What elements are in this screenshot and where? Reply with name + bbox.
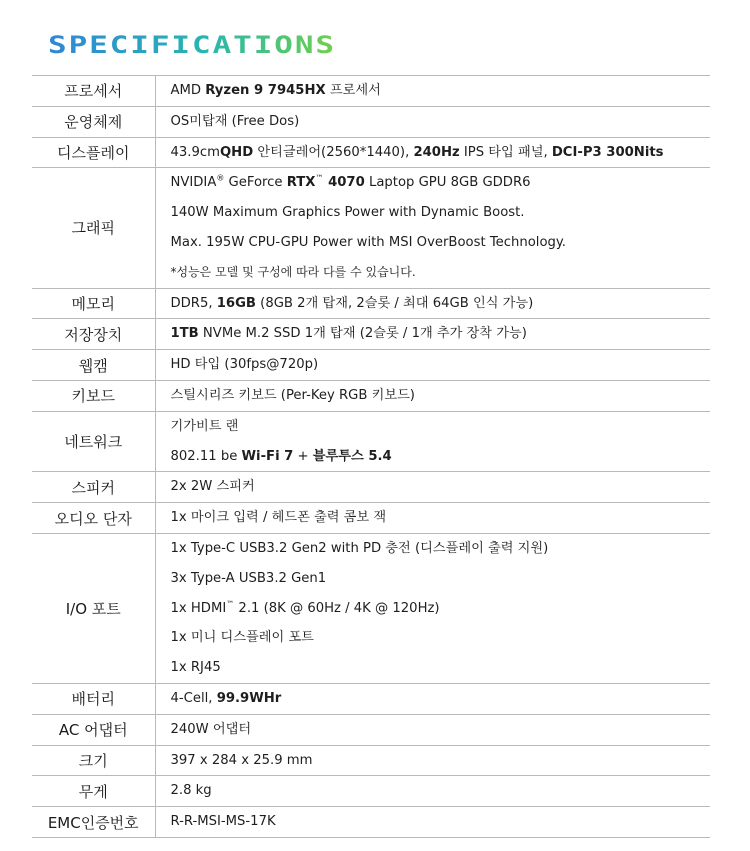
spec-value-line: [171, 623, 711, 653]
spec-text: GeForce: [224, 175, 287, 191]
spec-text: 안티글레어(2560*1440),: [253, 144, 414, 160]
spec-label: 네트워크: [32, 411, 155, 472]
spec-text: 1x 미니 디스플레이 포트: [170, 630, 314, 646]
spec-value: [155, 714, 710, 745]
spec-value-line: [171, 807, 711, 837]
spec-text: AMD: [170, 83, 206, 98]
spec-text: 802.11 be: [170, 448, 242, 464]
spec-row: [32, 714, 710, 745]
spec-label: I/O 포트: [32, 533, 155, 683]
spec-table-body: [32, 76, 710, 838]
spec-label: 저장장치: [32, 319, 155, 350]
spec-row: [32, 503, 710, 534]
spec-value-line: [171, 76, 711, 106]
spec-value: [155, 319, 710, 350]
spec-text: 3x Type-A USB3.2 Gen1: [170, 570, 327, 586]
spec-value-line: [171, 168, 711, 198]
spec-label: 키보드: [32, 380, 155, 411]
spec-value-line: [171, 319, 711, 349]
spec-text: HD 타입 (30fps@720p): [170, 357, 319, 373]
spec-row: [32, 319, 710, 350]
spec-value: [155, 168, 710, 288]
spec-text: R-R-MSI-MS-17K: [170, 814, 276, 830]
spec-label: 오디오 단자: [32, 503, 155, 534]
spec-value-line: [171, 258, 711, 288]
spec-row: [32, 411, 710, 472]
spec-value-line: [171, 442, 711, 472]
spec-text: 4070: [323, 175, 365, 191]
spec-value-line: [171, 653, 711, 683]
spec-text: 1x 마이크 입력 / 헤드폰 출력 콤보 잭: [170, 510, 387, 526]
spec-text: 4-Cell,: [170, 690, 217, 706]
spec-text: OS미탑재 (Free Dos): [170, 113, 300, 129]
spec-label: 프로세서: [32, 76, 155, 107]
spec-row: [32, 350, 710, 381]
spec-value: [155, 411, 710, 472]
spec-value-line: [171, 472, 711, 502]
spec-value: [155, 533, 710, 683]
spec-value: [155, 288, 710, 319]
spec-value-line: [171, 715, 711, 745]
spec-row: [32, 807, 710, 838]
spec-text: 기가비트 랜: [170, 418, 239, 434]
spec-text: Wi-Fi 7: [241, 448, 294, 464]
spec-label: 무게: [32, 776, 155, 807]
title-graphic: [48, 30, 348, 60]
spec-text: 1x HDMI: [170, 600, 227, 616]
spec-text: 140W Maximum Graphics Power with Dynamic Boost.: [170, 205, 525, 221]
spec-row: [32, 380, 710, 411]
spec-value-line: [171, 289, 711, 319]
trademark-mark: ™: [226, 599, 235, 609]
spec-value-line: [171, 776, 711, 806]
spec-text: NVMe M.2 SSD 1개 탑재 (2슬롯 / 1개 추가 장착 가능): [198, 326, 527, 342]
spec-label: 그래픽: [32, 168, 155, 288]
spec-label: 디스플레이: [32, 137, 155, 168]
spec-text: 99.9WHr: [216, 690, 282, 706]
spec-row: [32, 106, 710, 137]
spec-text: DCI-P3 300Nits: [551, 144, 664, 160]
spec-value-line: [171, 350, 711, 380]
spec-text: 2x 2W 스피커: [170, 479, 255, 495]
spec-text: 16GB: [216, 295, 256, 311]
spec-table: [32, 75, 710, 838]
spec-label: 웹캠: [32, 350, 155, 381]
spec-row: [32, 137, 710, 168]
spec-row: [32, 168, 710, 288]
spec-text: (8GB 2개 탑재, 2슬롯 / 최대 64GB 인식 가능): [255, 295, 534, 311]
trademark-mark: ®: [216, 174, 225, 183]
spec-value: [155, 472, 710, 503]
spec-value: [155, 76, 710, 107]
spec-value: [155, 745, 710, 776]
spec-text: 240W 어댑터: [170, 721, 252, 737]
spec-text: 1x Type-C USB3.2 Gen2 with PD 충전 (디스플레이 출력 지원): [170, 540, 549, 556]
spec-label: 메모리: [32, 288, 155, 319]
spec-text: *성능은 모델 및 구성에 따라 다를 수 있습니다.: [170, 264, 416, 279]
spec-text: 240Hz: [413, 144, 460, 160]
spec-value-line: [171, 534, 711, 564]
spec-text: DDR5,: [170, 295, 217, 311]
spec-text: NVIDIA: [170, 175, 217, 191]
spec-label: EMC인증번호: [32, 807, 155, 838]
spec-value-line: [171, 198, 711, 228]
spec-text: 2.1 (8K @ 60Hz / 4K @ 120Hz): [234, 600, 440, 616]
title-text: SPECIFICATIONS: [48, 31, 336, 59]
spec-value: [155, 380, 710, 411]
spec-row: [32, 533, 710, 683]
spec-value-line: [171, 564, 711, 594]
spec-value: [155, 106, 710, 137]
spec-row: [32, 76, 710, 107]
spec-value-line: [171, 228, 711, 258]
spec-text: 블루투스 5.4: [312, 448, 392, 464]
spec-text: 1TB: [170, 326, 199, 342]
spec-label: 배터리: [32, 683, 155, 714]
spec-value: [155, 683, 710, 714]
spec-text: 43.9cm: [170, 144, 220, 160]
spec-value-line: [171, 594, 711, 624]
spec-value-line: [171, 503, 711, 533]
spec-value: [155, 807, 710, 838]
spec-label: 크기: [32, 745, 155, 776]
spec-text: Max. 195W CPU-GPU Power with MSI OverBoost Technology.: [170, 234, 566, 250]
spec-row: [32, 745, 710, 776]
spec-value: [155, 503, 710, 534]
spec-text: 스틸시리즈 키보드 (Per-Key RGB 키보드): [170, 387, 415, 403]
spec-text: 397 x 284 x 25.9 mm: [170, 752, 313, 768]
spec-value: [155, 776, 710, 807]
spec-text: Laptop GPU 8GB GDDR6: [364, 175, 531, 191]
spec-text: RTX: [286, 175, 316, 191]
spec-row: [32, 776, 710, 807]
spec-row: [32, 683, 710, 714]
spec-value-line: [171, 381, 711, 411]
trademark-mark: ™: [315, 174, 324, 183]
spec-label: AC 어댑터: [32, 714, 155, 745]
spec-text: 2.8 kg: [170, 783, 212, 799]
spec-value: [155, 137, 710, 168]
page-title: [48, 30, 348, 60]
spec-label: 스피커: [32, 472, 155, 503]
spec-row: [32, 288, 710, 319]
spec-text: IPS 타입 패널,: [459, 144, 552, 160]
spec-value-line: [171, 412, 711, 442]
spec-text: QHD: [219, 144, 254, 160]
spec-value-line: [171, 107, 711, 137]
spec-text: 프로세서: [325, 83, 381, 98]
spec-row: [32, 472, 710, 503]
spec-value-line: [171, 138, 711, 168]
spec-text: Ryzen 9 7945HX: [205, 83, 326, 98]
spec-value-line: [171, 746, 711, 776]
spec-text: +: [293, 448, 313, 464]
spec-text: 1x RJ45: [170, 660, 221, 676]
spec-label: 운영체제: [32, 106, 155, 137]
spec-value-line: [171, 684, 711, 714]
spec-value: [155, 350, 710, 381]
